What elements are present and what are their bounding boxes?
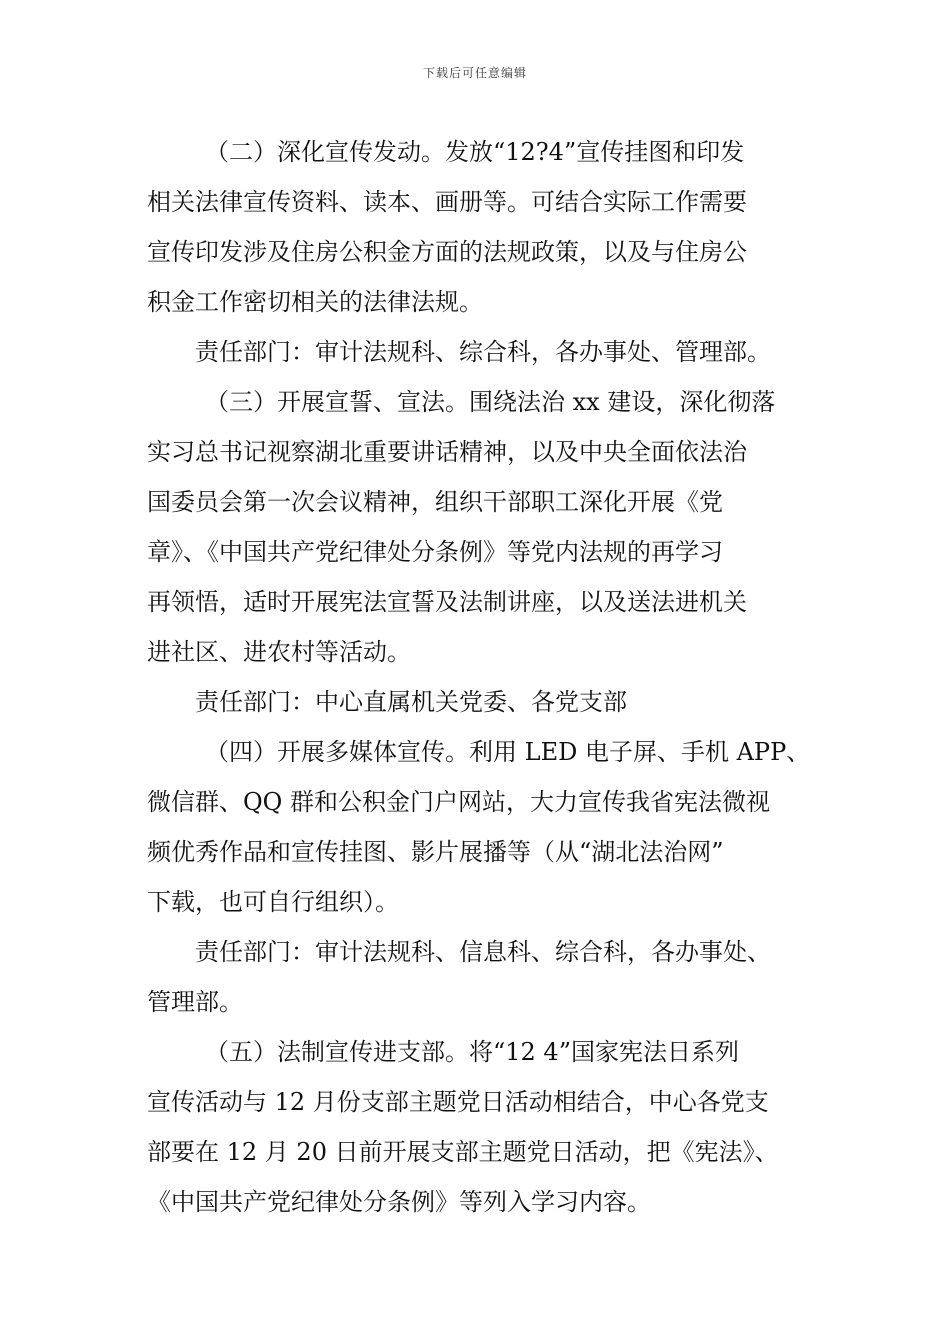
paragraph-2-line-2: 相关法律宣传资料、读本、画册等。可结合实际工作需要 <box>147 188 747 216</box>
paragraph-2-line-1: （二）深化宣传发动。发放“12?4”宣传挂图和印发 <box>205 138 745 166</box>
responsible-dept-4-line-2: 管理部。 <box>147 988 243 1016</box>
responsible-dept-3: 责任部门：中心直属机关党委、各党支部 <box>195 688 627 716</box>
paragraph-3-line-4: 章》、《中国共产党纪律处分条例》等党内法规的再学习 <box>147 538 723 566</box>
paragraph-5-line-1: （五）法制宣传进支部。将“12 4”国家宪法日系列 <box>205 1038 739 1066</box>
responsible-dept-2: 责任部门：审计法规科、综合科，各办事处、管理部。 <box>195 338 771 366</box>
paragraph-3-line-5: 再领悟，适时开展宪法宣誓及法制讲座，以及送法进机关 <box>147 588 747 616</box>
paragraph-5-line-2: 宣传活动与 12 月份支部主题党日活动相结合，中心各党支 <box>147 1088 769 1116</box>
paragraph-4-line-4: 下载，也可自行组织）。 <box>147 888 399 916</box>
document-body <box>147 127 827 1227</box>
paragraph-3-line-3: 国委员会第一次会议精神，组织干部职工深化开展《党 <box>147 488 723 516</box>
paragraph-5-line-4: 《中国共产党纪律处分条例》等列入学习内容。 <box>147 1188 651 1216</box>
page-header-note: 下载后可任意编辑 <box>422 66 527 80</box>
paragraph-4-line-1: （四）开展多媒体宣传。利用 LED 电子屏、手机 APP、 <box>205 738 811 766</box>
paragraph-3-line-2: 实习总书记视察湖北重要讲话精神，以及中央全面依法治 <box>147 438 747 466</box>
paragraph-4-line-3: 频优秀作品和宣传挂图、影片展播等（从“湖北法治网” <box>147 838 724 866</box>
paragraph-3-line-1: （三）开展宣誓、宣法。围绕法治 xx 建设，深化彻落 <box>205 388 776 416</box>
paragraph-3-line-6: 进社区、进农村等活动。 <box>147 638 411 666</box>
paragraph-4-line-2: 微信群、QQ 群和公积金门户网站，大力宣传我省宪法微视 <box>147 788 770 816</box>
responsible-dept-4-line-1: 责任部门：审计法规科、信息科、综合科，各办事处、 <box>195 938 771 966</box>
paragraph-2-line-4: 积金工作密切相关的法律法规。 <box>147 288 483 316</box>
paragraph-2-line-3: 宣传印发涉及住房公积金方面的法规政策，以及与住房公 <box>147 238 747 266</box>
paragraph-5-line-3: 部要在 12 月 20 日前开展支部主题党日活动，把《宪法》、 <box>147 1138 779 1166</box>
